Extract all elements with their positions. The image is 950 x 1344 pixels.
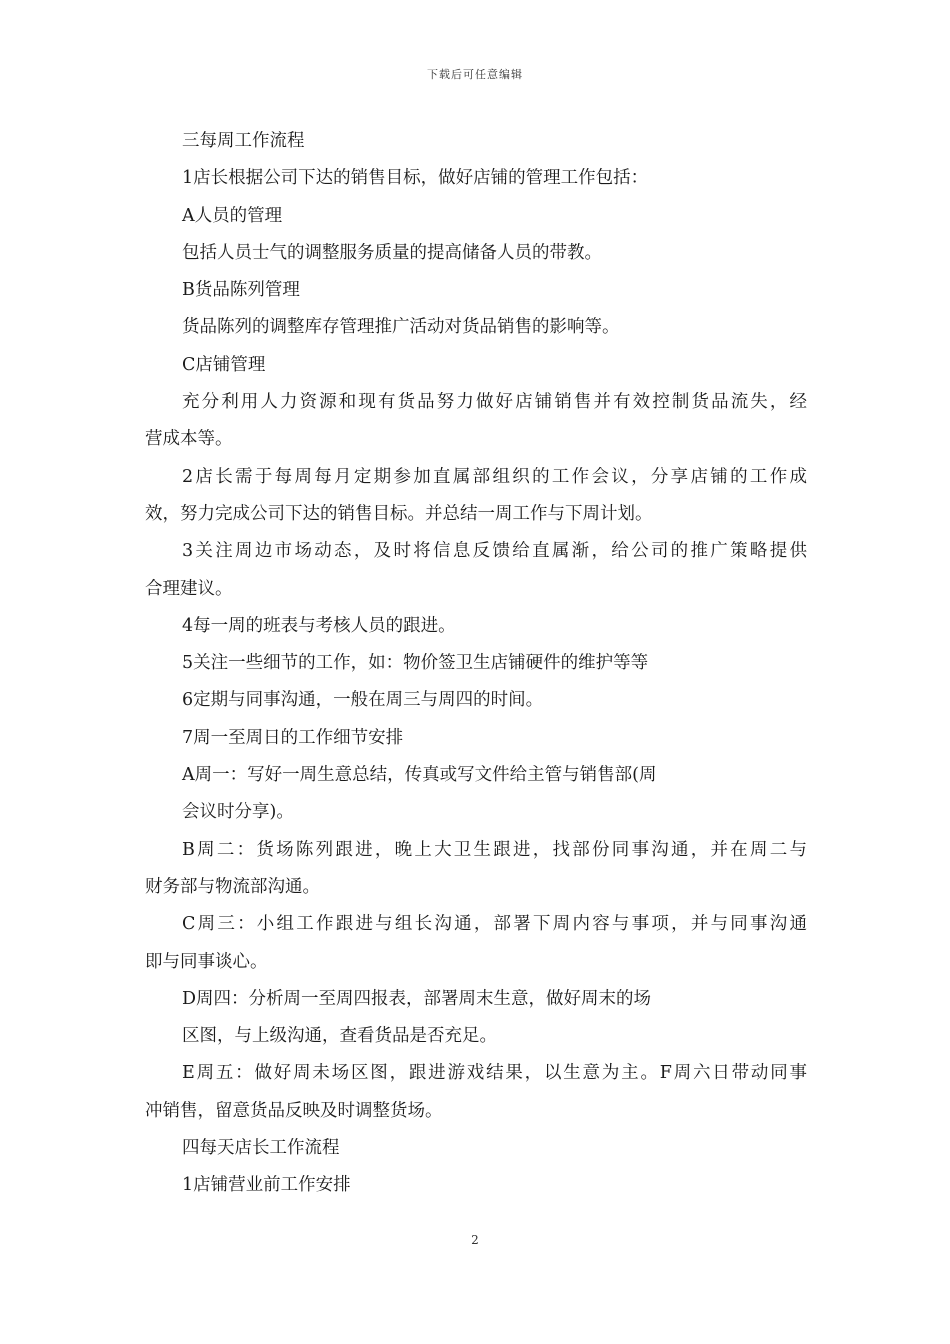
paragraph-line: C周三：小组工作跟进与组长沟通，部署下周内容与事项，并与同事沟通 — [182, 914, 807, 935]
paragraph-line: 会议时分享)。 — [182, 802, 294, 823]
paragraph-line: 充分利用人力资源和现有货品努力做好店铺销售并有效控制货品流失，经 — [182, 392, 807, 413]
paragraph-line: 7周一至周日的工作细节安排 — [182, 727, 404, 748]
paragraph-line: A周一：写好一周生意总结，传真或写文件给主管与销售部(周 — [182, 765, 657, 786]
paragraph-line: C店铺管理 — [182, 354, 266, 375]
paragraph-line: E周五：做好周未场区图，跟进游戏结果，以生意为主。F周六日带动同事 — [182, 1063, 807, 1084]
paragraph-line: 1店铺营业前工作安排 — [182, 1175, 351, 1196]
paragraph-line: B周二：货场陈列跟进，晚上大卫生跟进，找部份同事沟通，并在周二与 — [182, 839, 807, 860]
paragraph-line: D周四：分析周一至周四报表，部署周末生意，做好周末的场 — [182, 988, 652, 1009]
paragraph-line: 营成本等。 — [145, 429, 233, 450]
paragraph-line: 财务部与物流部沟通。 — [145, 876, 320, 897]
paragraph-line: 货品陈列的调整库存管理推广活动对货品销售的影响等。 — [182, 317, 620, 338]
section-heading: 三每周工作流程 — [182, 131, 305, 151]
section-heading: 四每天店长工作流程 — [182, 1138, 340, 1159]
paragraph-line: 区图，与上级沟通，查看货品是否充足。 — [182, 1026, 497, 1047]
paragraph-line: 合理建议。 — [145, 578, 233, 599]
paragraph-line: 3关注周边市场动态，及时将信息反馈给直属渐，给公司的推广策略提供 — [182, 541, 807, 562]
document-body — [145, 123, 807, 1205]
paragraph-line: 冲销售，留意货品反映及时调整货场。 — [145, 1100, 443, 1121]
paragraph-line: 4每一周的班表与考核人员的跟进。 — [182, 615, 456, 636]
page-number: 2 — [471, 1233, 479, 1247]
paragraph-line: A人员的管理 — [182, 205, 283, 226]
page-header: 下载后可任意编辑 — [427, 68, 523, 81]
paragraph-line: 6定期与同事沟通，一般在周三与周四的时间。 — [182, 690, 544, 711]
paragraph-line: 5关注一些细节的工作，如：物价签卫生店铺硬件的维护等等 — [182, 653, 649, 674]
paragraph-line: 效，努力完成公司下达的销售目标。并总结一周工作与下周计划。 — [145, 503, 653, 524]
paragraph-line: 包括人员士气的调整服务质量的提高储备人员的带教。 — [182, 242, 602, 263]
paragraph-line: 1店长根据公司下达的销售目标，做好店铺的管理工作包括： — [182, 168, 649, 189]
paragraph-line: B货品陈列管理 — [182, 280, 300, 301]
paragraph-line: 2店长需于每周每月定期参加直属部组织的工作会议，分享店铺的工作成 — [182, 466, 807, 487]
paragraph-line: 即与同事谈心。 — [145, 951, 268, 972]
